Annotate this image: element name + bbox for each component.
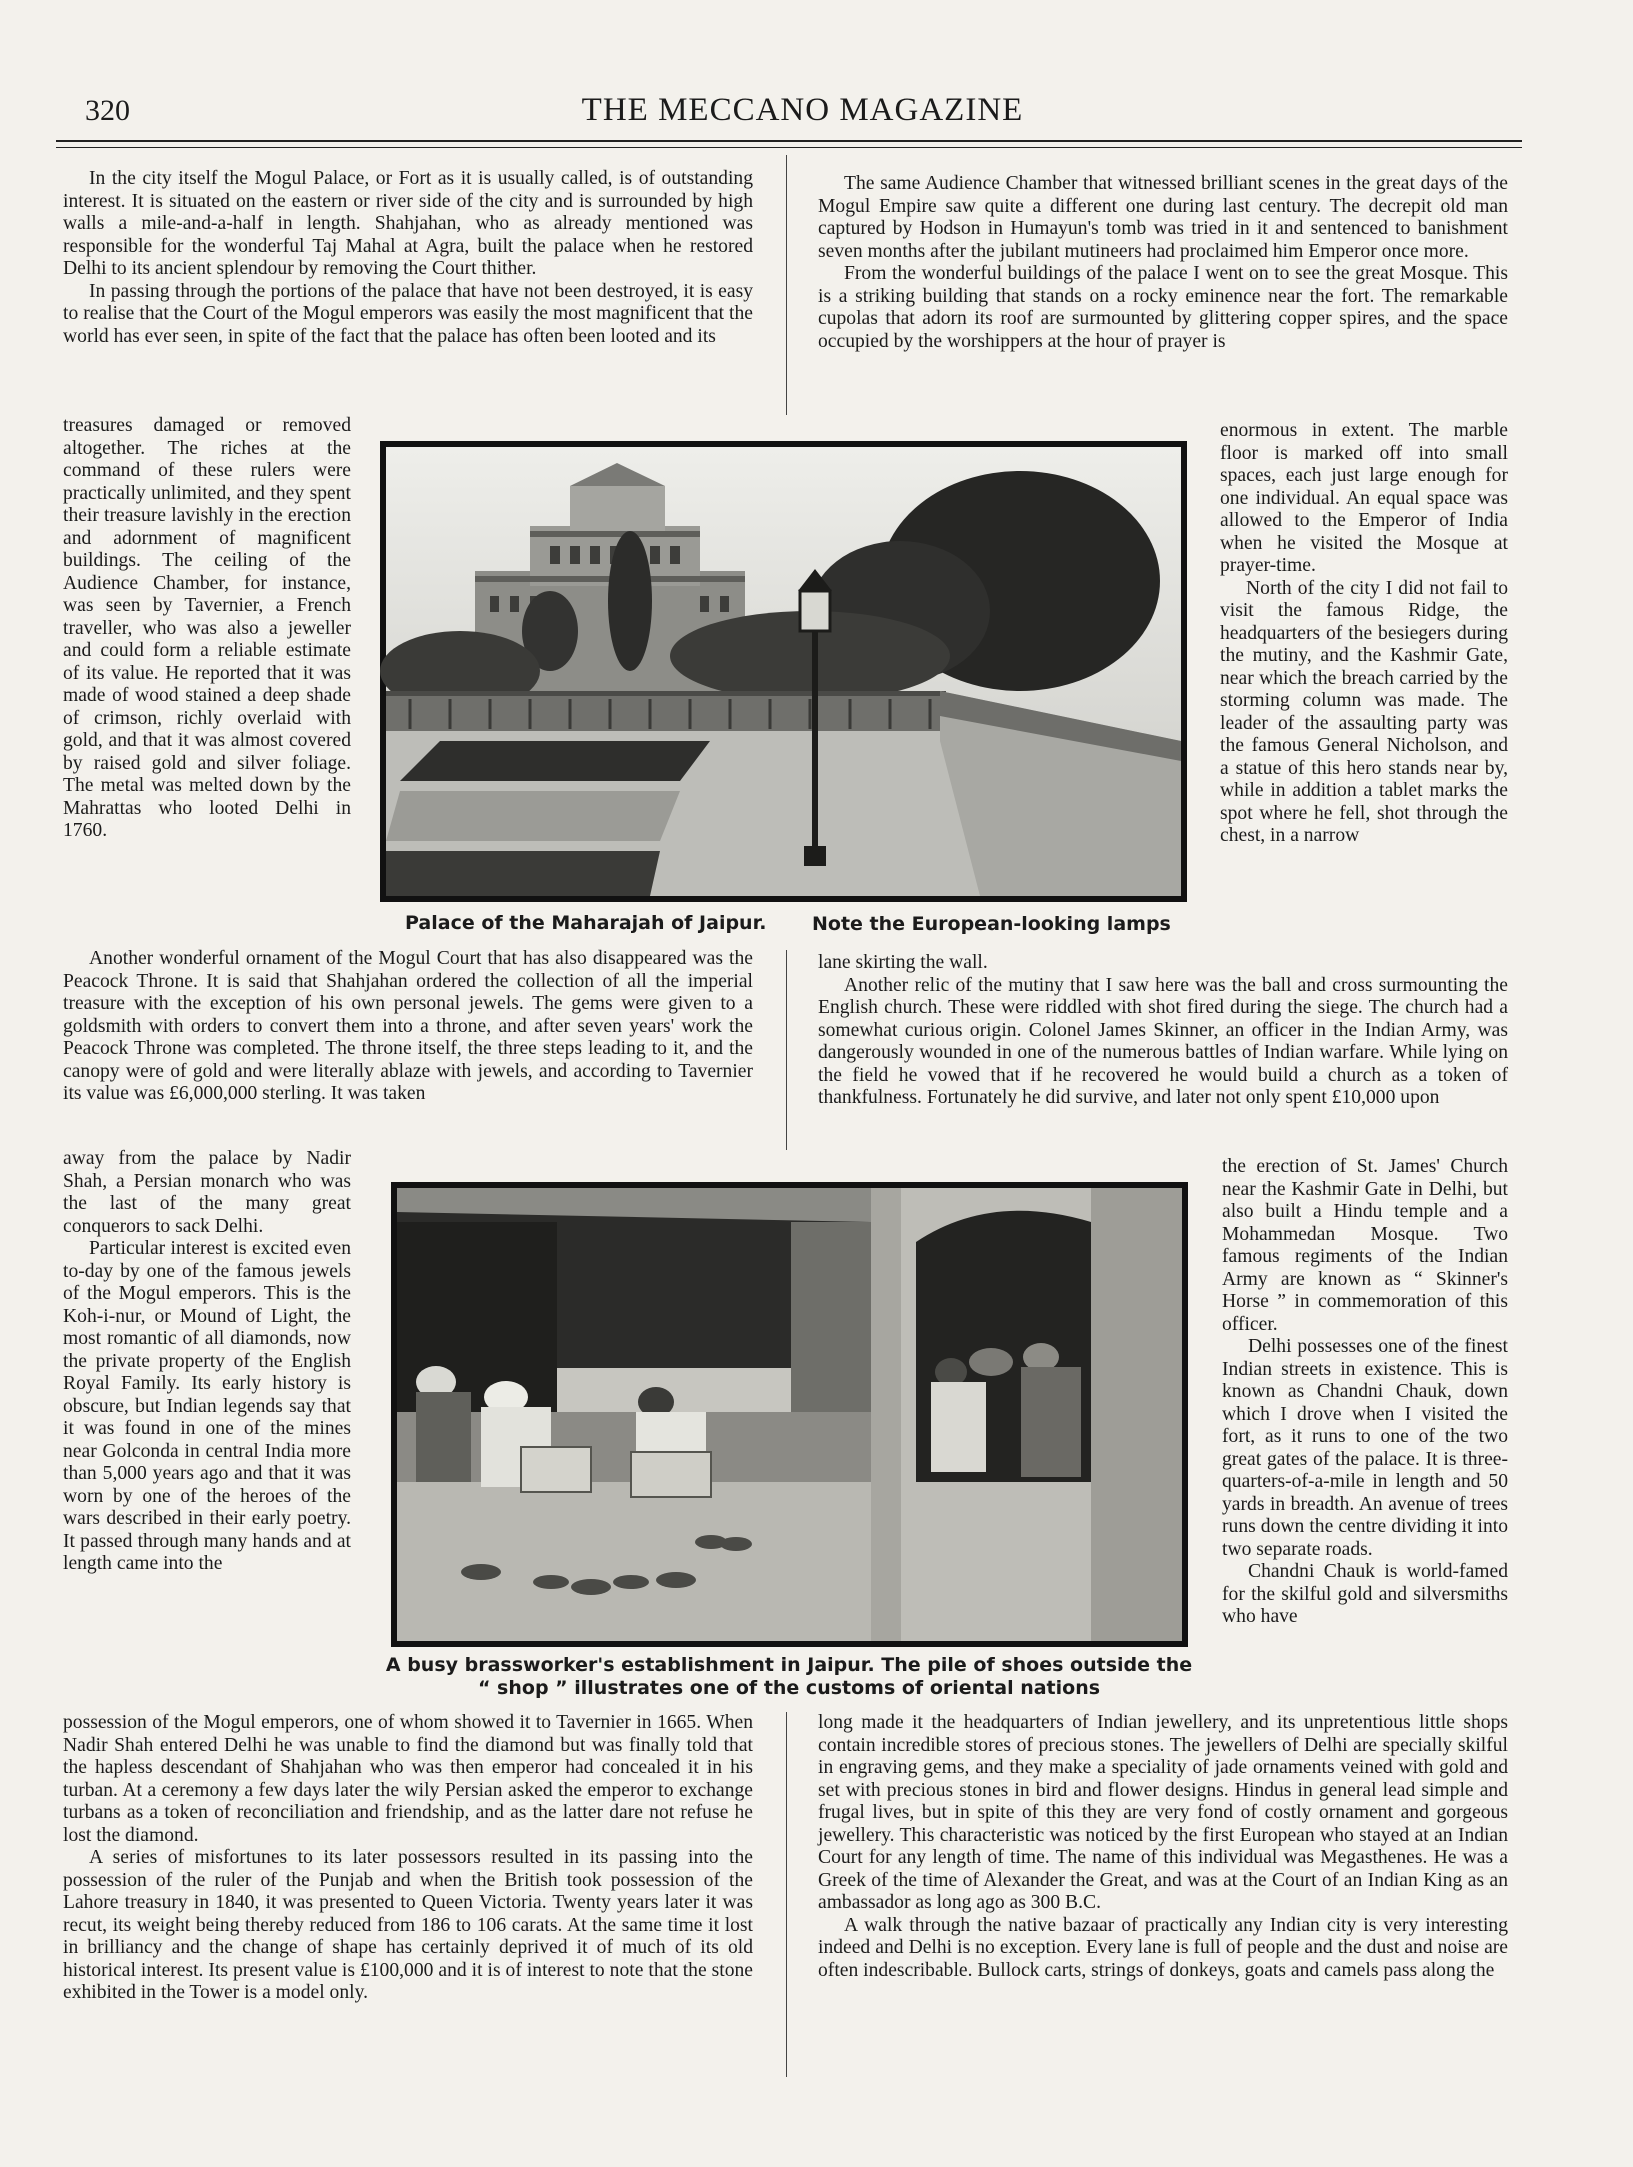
magazine-title: THE MECCANO MAGAZINE (581, 92, 1024, 128)
column-divider-bottom (786, 1712, 787, 2077)
paragraph: Another wonderful ornament of the Mogul Court that has also disappeared was the Peacock Throne. It is said that Shahjahan ordered the collection of all the imperial treasure with the exception of his own personal jewels. The gems were given to a goldsmith with orders to convert them into a throne, and after seven years' work the Peacock Throne was completed. The throne itself, the three steps leading to it, and the canopy were of gold and were literally ablaze with jewels, and according to Tavernier its value was £6,000,000 sterling. It was taken (63, 948, 753, 1104)
page-header (85, 92, 1520, 140)
column-divider-top (786, 155, 787, 415)
paragraph: away from the palace by Nadir Shah, a Persian monarch who was the last of the many great conquerors to sack Delhi. (63, 1148, 351, 1237)
paragraph: Delhi possesses one of the finest Indian streets in existence. This is known as Chandni Chauk, down which I drove when I visited the fort, as it runs to one of the two great gates of the palace. It is three-quarters-of-a-mile in length and 50 yards in breadth. An avenue of trees runs down the centre dividing it into two separate roads. (1222, 1336, 1508, 1560)
paragraph: In passing through the portions of the palace that have not been destroyed, it is easy to realise that the Court of the Mogul emperors was easily the most magnificent that the world has ever seen, in spite of the fact that the palace has often been looted and its (63, 280, 753, 347)
header-rule (56, 140, 1522, 142)
header-rule-thin (56, 147, 1522, 148)
paragraph: the erection of St. James' Church near the Kashmir Gate in Delhi, but also built a Hindu temple and a Mohammedan Mosque. Two famous regiments of the Indian Army are known as “ Skinner's Horse ” in commemoration of this officer. (1222, 1156, 1508, 1335)
left-text-bottom (63, 1712, 753, 2005)
palace-photo (380, 441, 1187, 902)
right-text-top (818, 173, 1508, 353)
paragraph: long made it the headquarters of Indian jewellery, and its unpretentious little shops contain incredible stores of precious stones. The jewellers of Delhi are specially skilful in engraving gems, and they make a speciality of jade ornaments veined with gold and set with precious stones in bird and flower designs. Hindus in general lead simple and frugal lives, but in spite of this they are very fond of costly ornament and gorgeous jewellery. This characteristic was noticed by the first European who stayed at an Indian Court for any length of time. The name of this individual was Megasthenes. He was a Greek of the time of Alexander the Great, and was at the Court of an Indian King as an ambassador as long ago as 300 B.C. (818, 1712, 1508, 1913)
figure1-caption-right: Note the European-looking lamps (812, 913, 1171, 935)
paragraph: Particular interest is excited even to-day by one of the famous jewels of the Mogul emperors. This is the Koh-i-nur, or Mound of Light, the most romantic of all diamonds, now the private property of the English Royal Family. Its early history is obscure, but Indian legends say that it was found in one of the mines near Golconda in central India more than 5,000 years ago and that it was worn by one of the heroes of the wars described in their early poetry. It passed through many hands and at length came into the (63, 1238, 351, 1574)
paragraph: A series of misfortunes to its later possessors resulted in its passing into the possession of the ruler of the Punjab and when the British took possession of the Lahore treasury in 1840, it was presented to Queen Victoria. Twenty years later it was recut, its weight being thereby reduced from 186 to 106 carats. At the same time it lost in brilliancy and the change of shape has certainly deprived it of much of its old historical interest. Its present value is £100,000 and it is of interest to note that the stone exhibited in the Tower is a model only. (63, 1847, 753, 2003)
brassworker-photo-image (391, 1182, 1188, 1647)
paragraph: enormous in extent. The marble floor is marked off into small spaces, each just large enough for one individual. An equal space was allowed to the Emperor of India when he visited the Mosque at prayer-time. (1220, 420, 1508, 576)
right-text-middle (818, 952, 1508, 1110)
paragraph: A walk through the native bazaar of practically any Indian city is very interesting indeed and Delhi is no exception. Every lane is full of people and the dust and noise are often indescribable. Bullock carts, strings of donkeys, goats and camels pass along the (818, 1914, 1508, 1981)
paragraph: Another relic of the mutiny that I saw here was the ball and cross surmounting the English church. These were riddled with shot fired during the siege. The church had a somewhat curious origin. Colonel James Skinner, an officer in the Indian Army, was dangerously wounded in one of the numerous battles of Indian warfare. While lying on the field he vowed that if he recovered he would build a church as a token of thankfulness. Fortunately he did survive, and later not only spent £10,000 upon (818, 974, 1508, 1108)
page-number: 320 (85, 94, 130, 127)
right-text-narrow-1 (1220, 420, 1508, 848)
left-text-narrow-2 (63, 1148, 351, 1576)
right-text-bottom (818, 1712, 1508, 1982)
paragraph: lane skirting the wall. (818, 952, 988, 973)
paragraph: possession of the Mogul emperors, one of whom showed it to Tavernier in 1665. When Nadir Shah entered Delhi he was unable to find the diamond but was finally told that the hapless descendant of Shahjahan who was then emperor had concealed it in his turban. At a ceremony a few days later the wily Persian asked the emperor to exchange turbans as a token of reconciliation and friendship, and as the latter dare not refuse he lost the diamond. (63, 1712, 753, 1846)
figure1-caption-left: Palace of the Maharajah of Jaipur. (405, 912, 767, 934)
left-text-top (63, 168, 753, 348)
paragraph: North of the city I did not fail to visit the famous Ridge, the headquarters of the besiegers during the mutiny, and the Kashmir Gate, near which the breach carried by the storming column was made. The leader of the assaulting party was the famous General Nicholson, and a statue of this hero stands near by, while in addition a tablet marks the spot where he fell, shot through the chest, in a narrow (1220, 577, 1508, 846)
column-divider-middle (786, 950, 787, 1150)
left-text-narrow-1 (63, 415, 351, 843)
brassworker-photo (391, 1182, 1188, 1647)
paragraph: The same Audience Chamber that witnessed brilliant scenes in the great days of the Mogul Empire saw quite a different one during last century. The decrepit old man captured by Hodson in Humayun's tomb was tried in it and sentenced to banishment seven months after the jubilant mutineers had proclaimed him Emperor once more. (818, 173, 1508, 262)
paragraph: treasures damaged or removed altogether. The riches at the command of these rulers were practically unlimited, and they spent their treasure lavishly in the erection and adornment of magnificent buildings. The ceiling of the Audience Chamber, for instance, was seen by Tavernier, a French traveller, who was also a jeweller and could form a reliable estimate of its value. He reported that it was made of wood stained a deep shade of crimson, richly overlaid with gold, and that it was almost covered by raised gold and silver foliage. The metal was melted down by the Mahrattas who looted Delhi in 1760. (63, 415, 351, 841)
figure2-caption-line2: “ shop ” illustrates one of the customs of oriental nations (477, 1677, 1101, 1699)
paragraph: From the wonderful buildings of the palace I went on to see the great Mosque. This is a striking building that stands on a rocky eminence near the fort. The remarkable cupolas that adorn its roof are surmounted by glittering copper spires, and the space occupied by the worshippers at the hour of prayer is (818, 263, 1508, 352)
figure2-caption-line1: A busy brassworker's establishment in Jaipur. The pile of shoes outside the (385, 1654, 1193, 1676)
paragraph: Chandni Chauk is world-famed for the skilful gold and silversmiths who have (1222, 1561, 1508, 1627)
left-text-middle (63, 948, 753, 1106)
palace-photo-image (380, 441, 1187, 902)
paragraph: In the city itself the Mogul Palace, or Fort as it is usually called, is of outstanding interest. It is situated on the eastern or river side of the city and is surrounded by high walls a mile-and-a-half in length. Shahjahan, who as already mentioned was responsible for the wonderful Taj Mahal at Agra, built the palace when he restored Delhi to its ancient splendour by removing the Court thither. (63, 168, 753, 279)
right-text-narrow-2 (1222, 1156, 1508, 1629)
